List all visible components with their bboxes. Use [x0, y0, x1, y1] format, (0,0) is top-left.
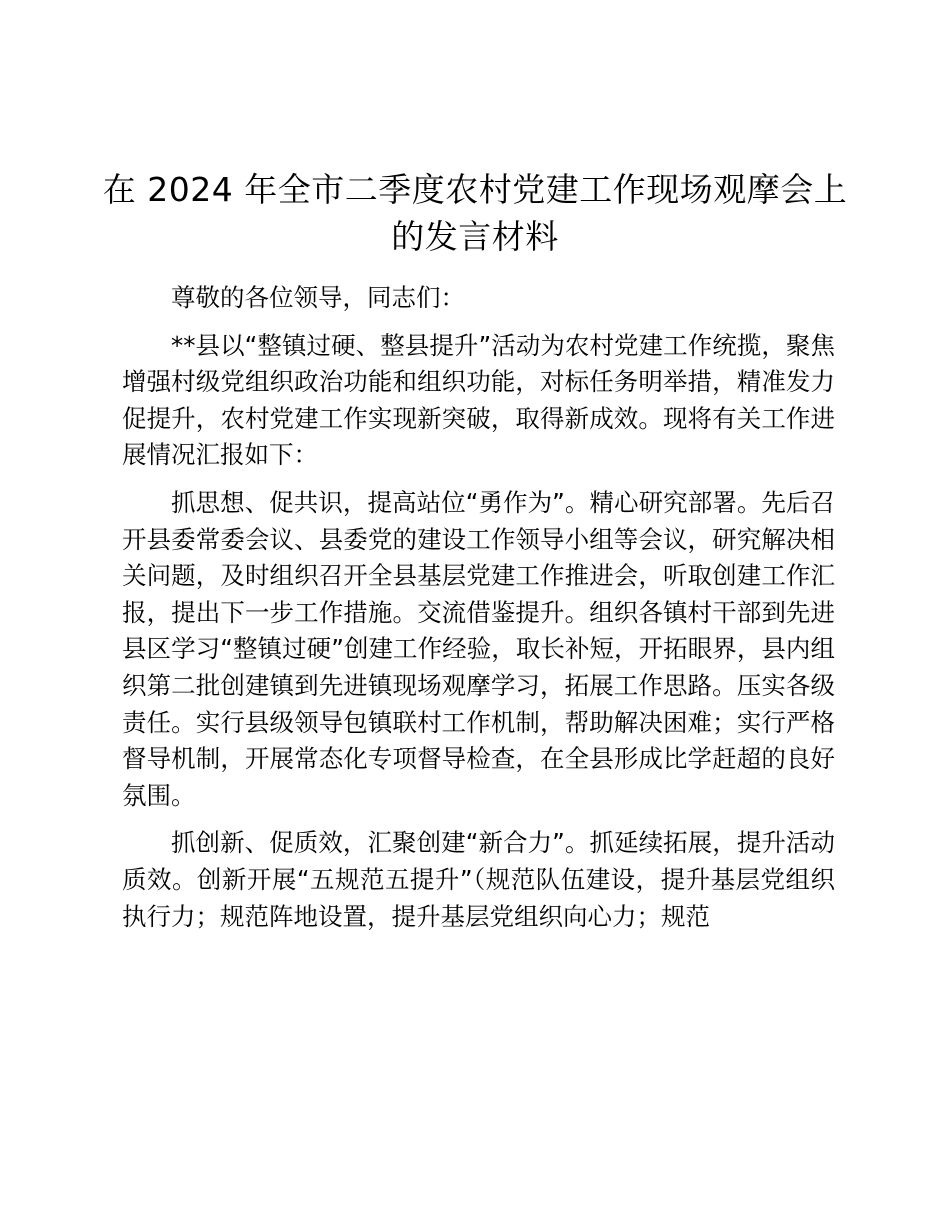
body-paragraph: 抓思想、促共识，提高站位“勇作为”。精心研究部署。先后召开县委常委会议、县委党的建设工作领导小组等会议，研究解决相关问题，及时组织召开全县基层党建工作推进会，听取创建工作汇报，提出下一步工作措施。交流借鉴提升。组织各镇村干部到先进县区学习“整镇过硬”创建工作经验，取长补短，开拓眼界，县内组织第二批创建镇到先进镇现场观摩学习，拓展工作思路。压实各级责任。实行县级领导包镇联村工作机制，帮助解决困难；实行严格督导机制，开展常态化专项督导检查，在全县形成比学赶超的良好氛围。: [122, 487, 835, 810]
intro-paragraph: **县以“整镇过硬、整县提升”活动为农村党建工作统揽，聚焦增强村级党组织政治功能和组织功能，对标任务明举措，精准发力促提升，农村党建工作实现新突破，取得新成效。现将有关工作进展情况汇报如下：: [122, 330, 835, 470]
greeting-paragraph: 尊敬的各位领导，同志们：: [171, 283, 465, 312]
document-title: 在 2024 年全市二季度农村党建工作现场观摩会上的发言材料: [102, 170, 848, 256]
document-body: [122, 280, 835, 935]
body-paragraph: 抓创新、促质效，汇聚创建“新合力”。抓延续拓展，提升活动质效。创新开展“五规范五提升”（规范队伍建设，提升基层党组织执行力；规范阵地设置，提升基层党组织向心力；规范: [122, 828, 835, 931]
